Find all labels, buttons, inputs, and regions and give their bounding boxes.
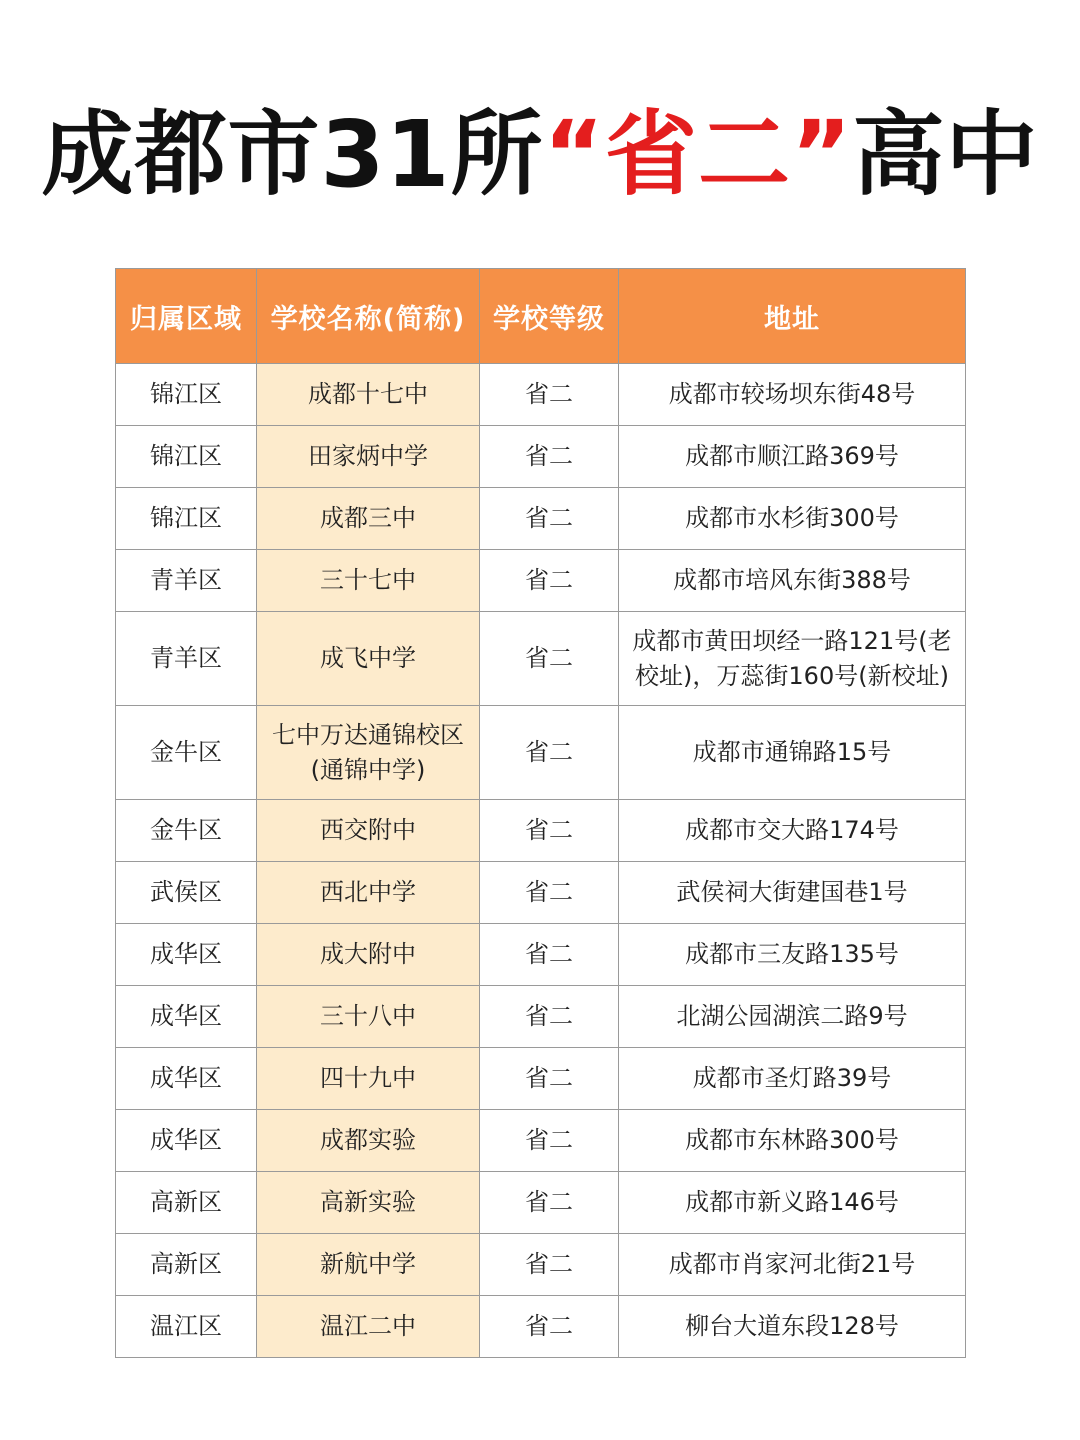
- district-cell: 武侯区: [116, 862, 257, 924]
- table-header-row: [116, 269, 966, 364]
- table-row: [116, 924, 966, 986]
- district-cell: 锦江区: [116, 488, 257, 550]
- level-cell: 省二: [480, 924, 619, 986]
- schools-table: [115, 268, 966, 1358]
- district-cell: 高新区: [116, 1234, 257, 1296]
- level-cell: 省二: [480, 426, 619, 488]
- school-cell: 西北中学: [257, 862, 480, 924]
- title-suffix: 高中: [852, 101, 1039, 208]
- address-cell: 成都市圣灯路39号: [619, 1048, 966, 1110]
- title-highlight: “省二”: [543, 101, 853, 208]
- school-cell: 温江二中: [257, 1296, 480, 1358]
- level-cell: 省二: [480, 550, 619, 612]
- table-row: [116, 550, 966, 612]
- address-cell: 成都市黄田坝经一路121号(老校址)，万蕊街160号(新校址): [619, 612, 966, 706]
- level-cell: 省二: [480, 986, 619, 1048]
- level-cell: 省二: [480, 612, 619, 706]
- school-cell: 成大附中: [257, 924, 480, 986]
- table-row: [116, 1234, 966, 1296]
- header-level: 学校等级: [480, 269, 619, 364]
- district-cell: 成华区: [116, 924, 257, 986]
- address-cell: 成都市水杉街300号: [619, 488, 966, 550]
- address-cell: 成都市交大路174号: [619, 800, 966, 862]
- level-cell: 省二: [480, 1172, 619, 1234]
- school-cell: 三十八中: [257, 986, 480, 1048]
- address-cell: 柳台大道东段128号: [619, 1296, 966, 1358]
- school-cell: 成都十七中: [257, 364, 480, 426]
- address-cell: 武侯祠大街建国巷1号: [619, 862, 966, 924]
- district-cell: 青羊区: [116, 550, 257, 612]
- table-row: [116, 1296, 966, 1358]
- level-cell: 省二: [480, 1234, 619, 1296]
- level-cell: 省二: [480, 364, 619, 426]
- table-row: [116, 706, 966, 800]
- address-cell: 成都市肖家河北街21号: [619, 1234, 966, 1296]
- school-cell: 成飞中学: [257, 612, 480, 706]
- school-cell: 新航中学: [257, 1234, 480, 1296]
- address-cell: 成都市三友路135号: [619, 924, 966, 986]
- school-cell: 成都实验: [257, 1110, 480, 1172]
- title-prefix: 成都市31所: [41, 101, 544, 208]
- level-cell: 省二: [480, 1110, 619, 1172]
- level-cell: 省二: [480, 488, 619, 550]
- address-cell: 北湖公园湖滨二路9号: [619, 986, 966, 1048]
- district-cell: 成华区: [116, 986, 257, 1048]
- school-cell: 西交附中: [257, 800, 480, 862]
- table-row: [116, 364, 966, 426]
- address-cell: 成都市东林路300号: [619, 1110, 966, 1172]
- table-row: [116, 800, 966, 862]
- district-cell: 锦江区: [116, 426, 257, 488]
- district-cell: 金牛区: [116, 800, 257, 862]
- address-cell: 成都市通锦路15号: [619, 706, 966, 800]
- level-cell: 省二: [480, 706, 619, 800]
- address-cell: 成都市新义路146号: [619, 1172, 966, 1234]
- header-district: 归属区域: [116, 269, 257, 364]
- district-cell: 高新区: [116, 1172, 257, 1234]
- school-cell: 四十九中: [257, 1048, 480, 1110]
- header-address: 地址: [619, 269, 966, 364]
- table-row: [116, 612, 966, 706]
- address-cell: 成都市培风东街388号: [619, 550, 966, 612]
- table-row: [116, 1110, 966, 1172]
- school-cell: 高新实验: [257, 1172, 480, 1234]
- school-cell: 田家炳中学: [257, 426, 480, 488]
- school-cell: 七中万达通锦校区(通锦中学): [257, 706, 480, 800]
- address-cell: 成都市顺江路369号: [619, 426, 966, 488]
- level-cell: 省二: [480, 862, 619, 924]
- district-cell: 青羊区: [116, 612, 257, 706]
- district-cell: 成华区: [116, 1048, 257, 1110]
- table-row: [116, 862, 966, 924]
- district-cell: 金牛区: [116, 706, 257, 800]
- school-cell: 成都三中: [257, 488, 480, 550]
- table-row: [116, 1172, 966, 1234]
- table-row: [116, 426, 966, 488]
- level-cell: 省二: [480, 1048, 619, 1110]
- district-cell: 锦江区: [116, 364, 257, 426]
- address-cell: 成都市较场坝东街48号: [619, 364, 966, 426]
- table-row: [116, 1048, 966, 1110]
- district-cell: 温江区: [116, 1296, 257, 1358]
- header-school: 学校名称(简称): [257, 269, 480, 364]
- page-title: [0, 100, 1080, 210]
- table-row: [116, 488, 966, 550]
- district-cell: 成华区: [116, 1110, 257, 1172]
- level-cell: 省二: [480, 1296, 619, 1358]
- level-cell: 省二: [480, 800, 619, 862]
- school-cell: 三十七中: [257, 550, 480, 612]
- table-row: [116, 986, 966, 1048]
